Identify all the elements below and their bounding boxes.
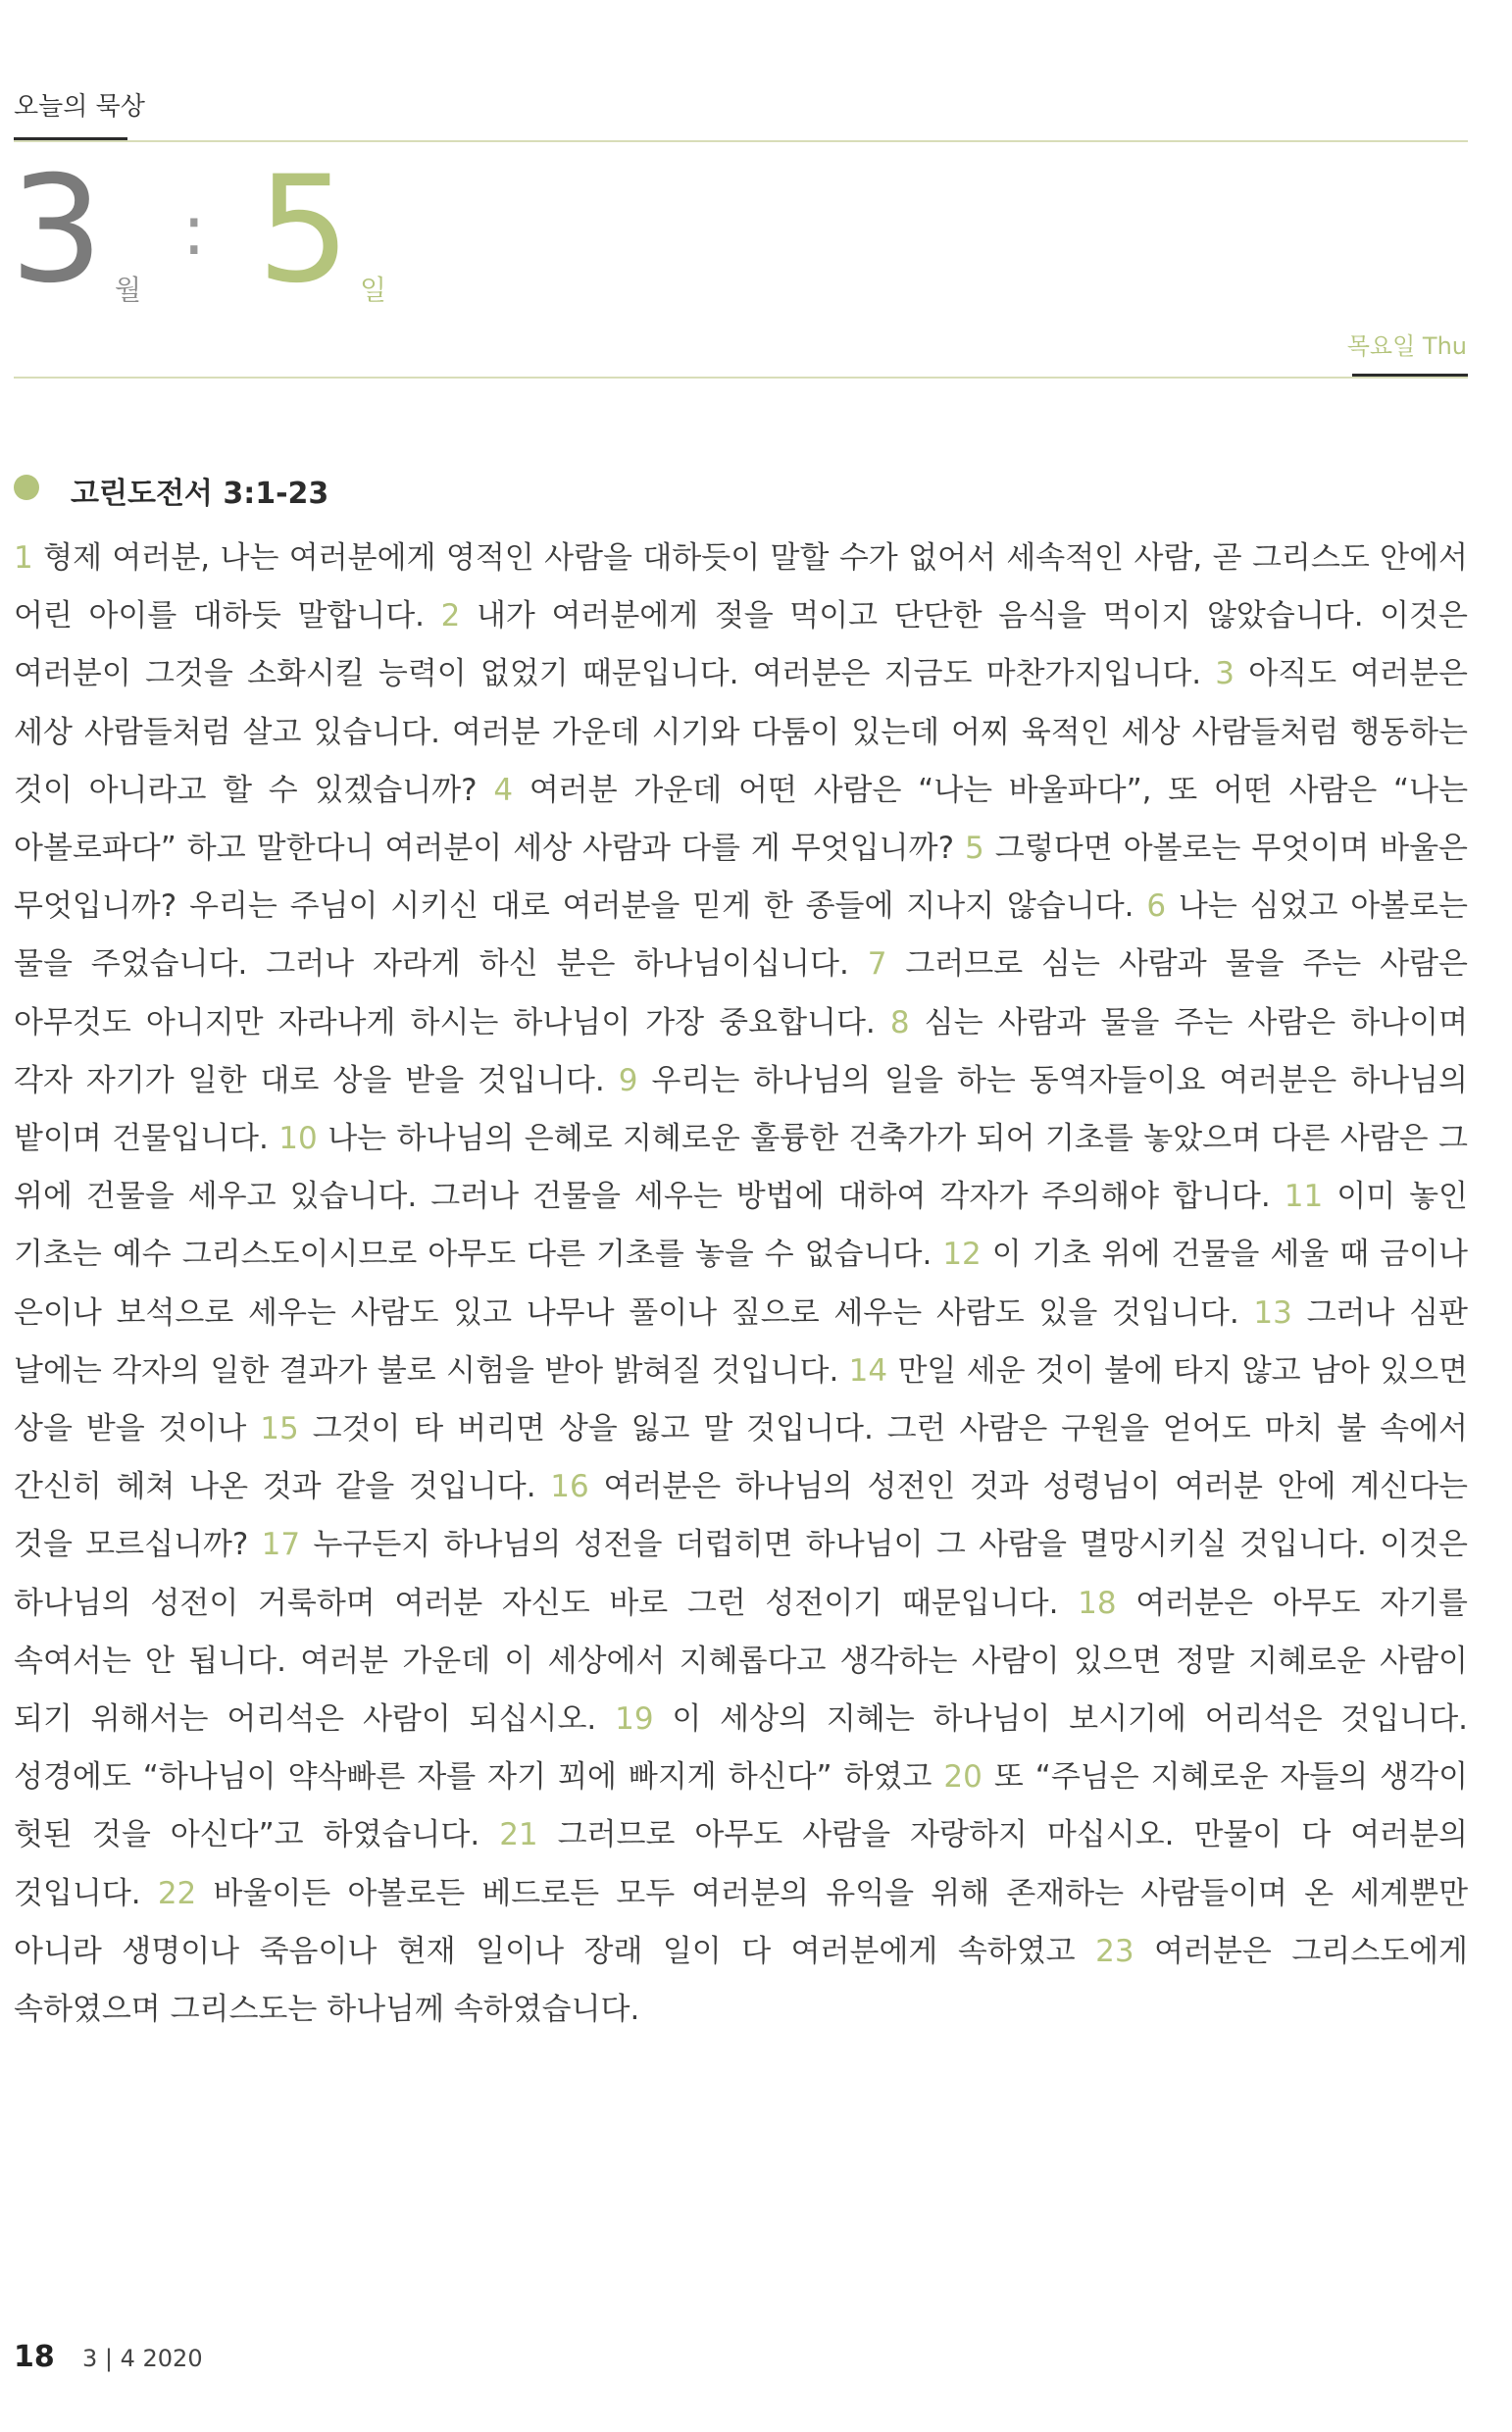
verse-number: 15: [260, 1411, 299, 1447]
date-divider: [14, 377, 1468, 379]
verse-text: 그러므로 아무도 사람을 자랑하지 마십시오. 만물이 다 여러분의 것입니다.: [14, 1817, 1469, 1911]
issue-label: 3 | 4 2020: [82, 2345, 203, 2372]
verse-text: 누구든지 하나님의 성전을 더럽히면 하나님이 그 사람을 멸망시키실 것입니다. 이것은 하나님의 성전이 거룩하며 여러분 자신도 바로 그런 성전이기 때문입니다.: [14, 1527, 1468, 1621]
verse-text: 여러분은 그리스도에게 속하였으며 그리스도는 하나님께 속하였습니다.: [14, 1933, 1468, 2028]
verse-text: 이 세상의 지혜는 하나님이 보시기에 어리석은 것입니다. 성경에도 “하나님이 약삭빠른 자를 자기 꾀에 빠지게 하신다” 하였고: [14, 1701, 1469, 1796]
verse-text: 심는 사람과 물을 주는 사람은 하나이며 각자 자기가 일한 대로 상을 받을 것입니다.: [14, 1004, 1469, 1098]
verse-text: 형제 여러분, 나는 여러분에게 영적인 사람을 대하듯이 말할 수가 없어서 세속적인 사람, 곧 그리스도 안에서 어린 아이를 대하듯 말합니다.: [14, 540, 1469, 634]
verse-text: 그것이 타 버리면 상을 잃고 말 것입니다. 그런 사람은 구원을 얻어도 마치 불 속에서 간신히 헤쳐 나온 것과 같을 것입니다.: [14, 1411, 1468, 1505]
verse-number: 1: [14, 540, 33, 576]
verse-number: 19: [615, 1701, 654, 1738]
date-month-unit: 월: [115, 274, 142, 306]
verse-number: 13: [1253, 1294, 1292, 1331]
verse-text: 바울이든 아볼로든 베드로든 모두 여러분의 유익을 위해 존재하는 사람들이며 온 세계뿐만 아니라 생명이나 죽음이나 현재 일이나 장래 일이 다 여러분에게 속하였고: [14, 1875, 1469, 1969]
verse-text: 그렇다면 아볼로는 무엇이며 바울은 무엇입니까? 우리는 주님이 시키신 대로 여러분을 믿게 한 종들에 지나지 않습니다.: [14, 831, 1468, 925]
verse-number: 6: [1146, 888, 1167, 925]
verse-text: 만일 세운 것이 불에 타지 않고 남아 있으면 상을 받을 것이나: [14, 1352, 1469, 1447]
verse-number: 20: [943, 1759, 983, 1796]
verse-number: 22: [157, 1875, 197, 1911]
verse-number: 2: [440, 598, 461, 634]
bullet-dot-icon: [14, 475, 39, 500]
verse-text: 이미 놓인 기초는 예수 그리스도이시므로 아무도 다른 기초를 놓을 수 없습니다.: [14, 1179, 1469, 1273]
verse-text: 여러분은 하나님의 성전인 것과 성령님이 여러분 안에 계신다는 것을 모르십니까?: [14, 1469, 1469, 1563]
date-separator: :: [182, 190, 206, 271]
verse-text: 여러분은 아무도 자기를 속여서는 안 됩니다. 여러분 가운데 이 세상에서 지혜롭다고 생각하는 사람이 있으면 정말 지혜로운 사람이 되기 위해서는 어리석은 사람이 되십시오.: [14, 1585, 1468, 1738]
page-number: 18: [14, 2340, 55, 2374]
scripture-reference: 고린도전서 3:1-23: [71, 477, 329, 511]
verse-text: 나는 하나님의 은혜로 지혜로운 훌륭한 건축가가 되어 기초를 놓았으며 다른 사람은 그 위에 건물을 세우고 있습니다. 그러나 건물을 세우는 방법에 대하여 각자가 주의해야 합니다.: [14, 1121, 1468, 1215]
verse-number: 12: [942, 1237, 982, 1273]
verse-text: 그러나 심판 날에는 각자의 일한 결과가 불로 시험을 받아 밝혀질 것입니다.: [14, 1294, 1468, 1389]
verse-text: 우리는 하나님의 일을 하는 동역자들이요 여러분은 하나님의 밭이며 건물입니다.: [14, 1062, 1469, 1157]
verse-number: 3: [1215, 656, 1235, 692]
weekday-label: 목요일 Thu: [1346, 332, 1467, 360]
verse-number: 16: [550, 1469, 589, 1505]
verse-number: 23: [1095, 1933, 1134, 1969]
verse-number: 5: [965, 831, 984, 867]
verse-number: 7: [867, 946, 887, 983]
verse-text: 또 “주님은 지혜로운 자들의 생각이 헛된 것을 아신다”고 하였습니다.: [14, 1759, 1469, 1853]
verse-text: 나는 심었고 아볼로는 물을 주었습니다. 그러나 자라게 하신 분은 하나님이십니다.: [14, 888, 1469, 983]
date-day-unit: 일: [360, 274, 387, 306]
verse-number: 21: [499, 1817, 538, 1853]
verse-number: 14: [848, 1352, 888, 1389]
date-day: 5: [257, 145, 351, 316]
verse-number: 8: [889, 1004, 910, 1040]
verse-number: 11: [1284, 1179, 1324, 1215]
scripture-body: [14, 530, 1468, 2039]
verse-text: 아직도 여러분은 세상 사람들처럼 살고 있습니다. 여러분 가운데 시기와 다툼이 있는데 어찌 육적인 세상 사람들처럼 행동하는 것이 아니라고 할 수 있겠습니까?: [14, 656, 1468, 808]
verse-number: 10: [278, 1121, 318, 1157]
verse-number: 17: [261, 1527, 301, 1563]
verse-text: 이 기초 위에 건물을 세울 때 금이나 은이나 보석으로 세우는 사람도 있고 나무나 풀이나 짚으로 세우는 사람도 있을 것입니다.: [14, 1237, 1468, 1331]
date-month: 3: [10, 145, 104, 316]
verse-text: 여러분 가운데 어떤 사람은 “나는 바울파다”, 또 어떤 사람은 “나는 아볼로파다” 하고 말한다니 여러분이 세상 사람과 다를 게 무엇입니까?: [14, 772, 1469, 867]
verse-number: 4: [493, 772, 514, 808]
verse-number: 18: [1078, 1585, 1117, 1621]
verse-text: 그러므로 심는 사람과 물을 주는 사람은 아무것도 아니지만 자라나게 하시는 하나님이 가장 중요합니다.: [14, 946, 1468, 1040]
header-divider: [14, 140, 1468, 142]
verse-text: 내가 여러분에게 젖을 먹이고 단단한 음식을 먹이지 않았습니다. 이것은 여러분이 그것을 소화시킬 능력이 없었기 때문입니다. 여러분은 지금도 마찬가지입니다.: [14, 598, 1469, 692]
section-label: 오늘의 묵상: [14, 92, 145, 122]
verse-number: 9: [618, 1062, 638, 1098]
